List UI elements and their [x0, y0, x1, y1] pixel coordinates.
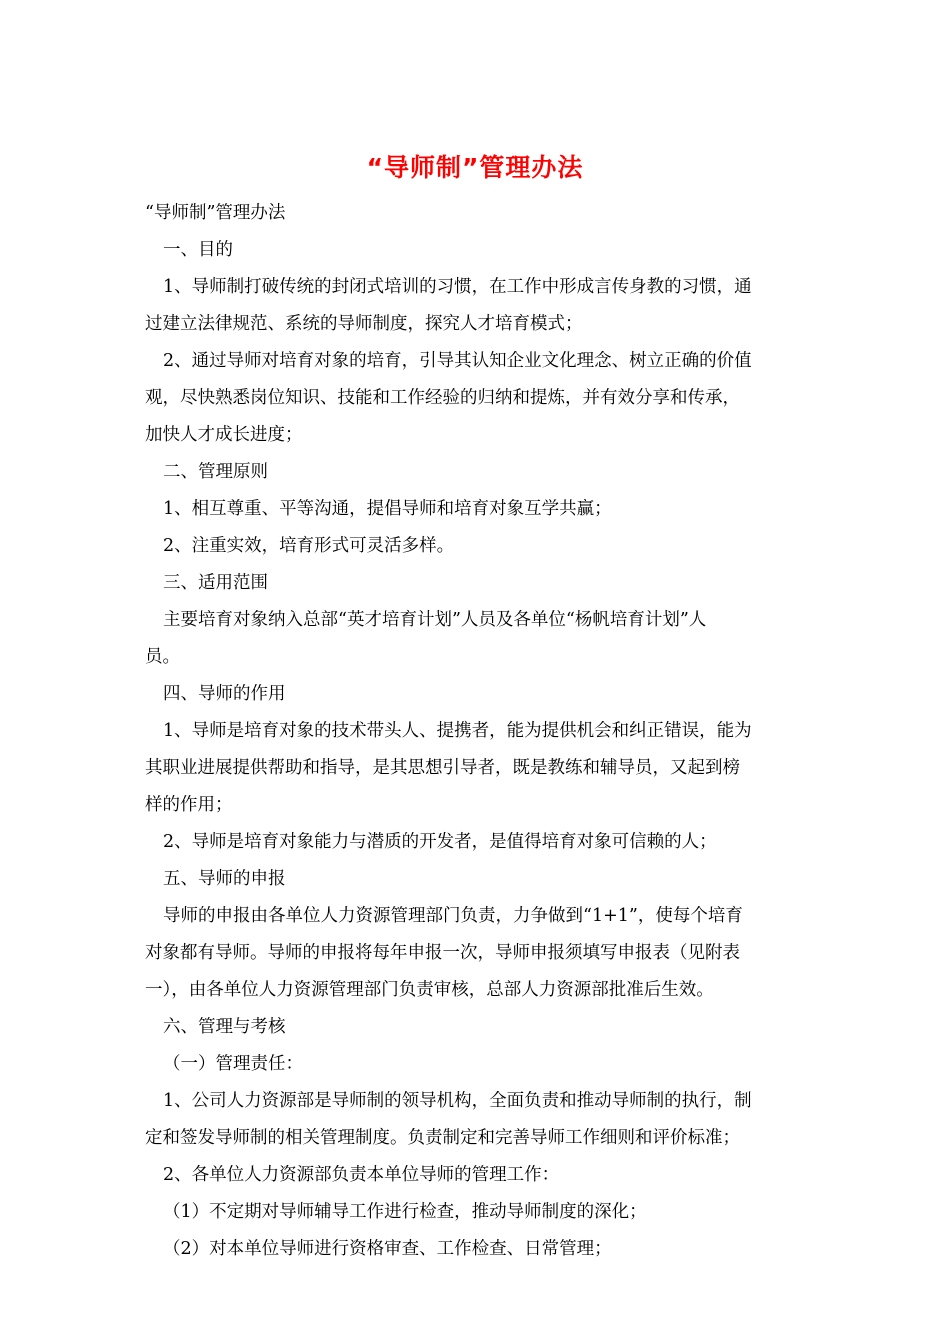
section-heading-scope: 三、适用范围	[163, 573, 268, 593]
paragraph-line: 定和签发导师制的相关管理制度。负责制定和完善导师工作细则和评价标准；	[145, 1128, 740, 1148]
subsection-heading: （一）管理责任：	[163, 1054, 303, 1074]
paragraph-line: 加快人才成长进度；	[145, 425, 303, 445]
paragraph-line: 2、通过导师对培育对象的培育，引导其认知企业文化理念、树立正确的价值	[163, 351, 752, 371]
paragraph-line: 过建立法律规范、系统的导师制度，探究人才培育模式；	[145, 314, 583, 334]
list-item: （2）对本单位导师进行资格审查、工作检查、日常管理；	[163, 1239, 612, 1259]
section-heading-management: 六、管理与考核	[163, 1017, 286, 1037]
document-title: “导师制”管理办法	[366, 153, 584, 182]
paragraph-line: 导师的申报由各单位人力资源管理部门负责，力争做到“1+1”，使每个培育	[163, 906, 743, 926]
paragraph-line: 一），由各单位人力资源管理部门负责审核，总部人力资源部批准后生效。	[145, 980, 714, 1000]
paragraph-line: 1、公司人力资源部是导师制的领导机构，全面负责和推动导师制的执行，制	[163, 1091, 752, 1111]
document-body	[145, 195, 805, 1268]
paragraph-line: 主要培育对象纳入总部“英才培育计划”人员及各单位“杨帆培育计划”人	[163, 610, 707, 630]
section-heading-principles: 二、管理原则	[163, 462, 268, 482]
list-item: （1）不定期对导师辅导工作进行检查，推动导师制度的深化；	[163, 1202, 647, 1222]
paragraph-line: 员。	[145, 647, 180, 667]
paragraph-line: 样的作用；	[145, 795, 233, 815]
section-heading-application: 五、导师的申报	[163, 869, 286, 889]
subtitle-line: “导师制”管理办法	[145, 203, 286, 223]
paragraph-line: 观，尽快熟悉岗位知识、技能和工作经验的归纳和提炼，并有效分享和传承，	[145, 388, 740, 408]
paragraph-line: 2、导师是培育对象能力与潜质的开发者，是值得培育对象可信赖的人；	[163, 832, 717, 852]
paragraph-line: 1、导师制打破传统的封闭式培训的习惯，在工作中形成言传身教的习惯，通	[163, 277, 752, 297]
paragraph-line: 2、各单位人力资源部负责本单位导师的管理工作：	[163, 1165, 560, 1185]
section-heading-purpose: 一、目的	[163, 240, 233, 260]
paragraph-line: 对象都有导师。导师的申报将每年申报一次，导师申报须填写申报表（见附表	[145, 943, 740, 963]
paragraph-line: 1、相互尊重、平等沟通，提倡导师和培育对象互学共赢；	[163, 499, 612, 519]
section-heading-role: 四、导师的作用	[163, 684, 286, 704]
paragraph-line: 其职业进展提供帮助和指导，是其思想引导者，既是教练和辅导员，又起到榜	[145, 758, 740, 778]
paragraph-line: 1、导师是培育对象的技术带头人、提携者，能为提供机会和纠正错误，能为	[163, 721, 752, 741]
paragraph-line: 2、注重实效，培育形式可灵活多样。	[163, 536, 455, 556]
